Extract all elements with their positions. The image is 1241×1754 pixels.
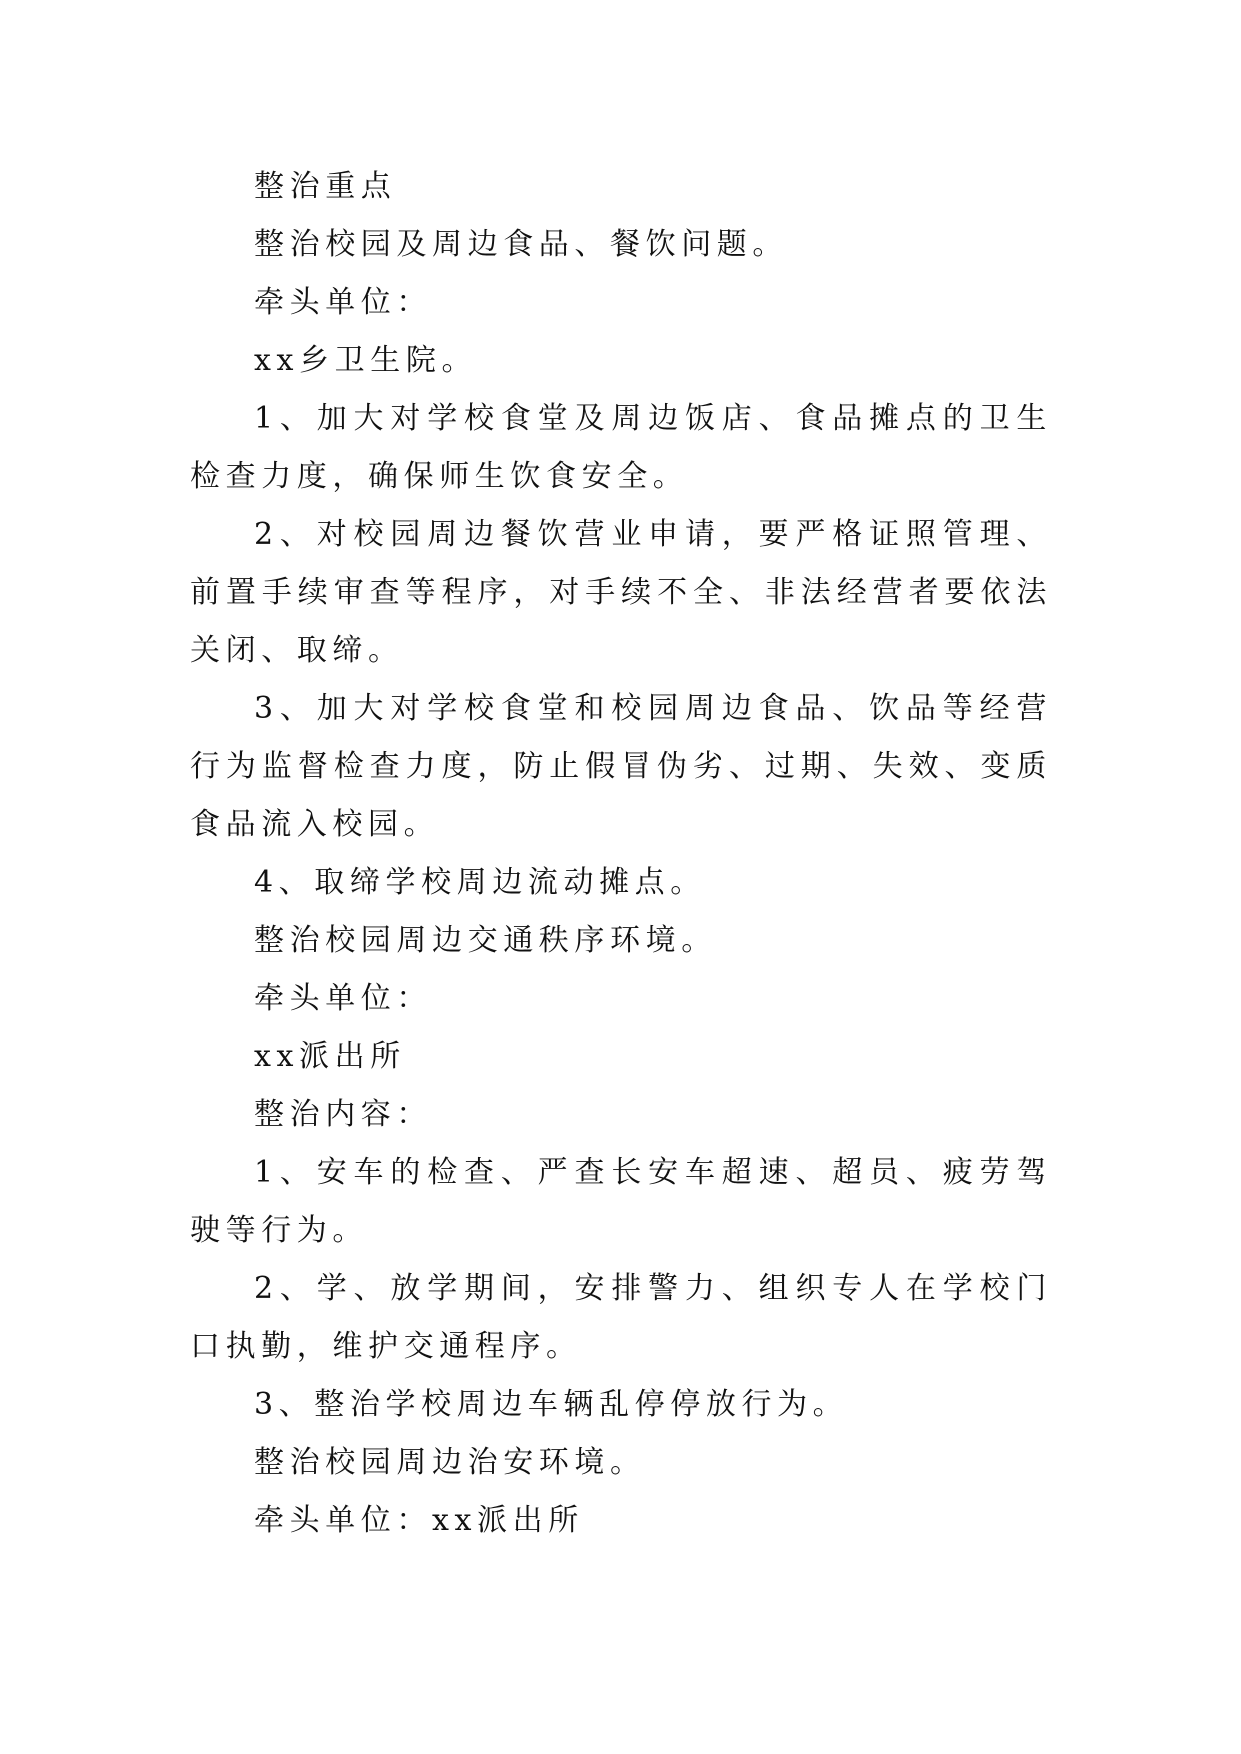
paragraph: 牵头单位： xyxy=(254,285,432,320)
list-item: 3、整治学校周边车辆乱停停放行为。 xyxy=(254,1387,849,1422)
paragraph: 整治校园及周边食品、餐饮问题。 xyxy=(254,227,788,262)
section-heading: 整治重点 xyxy=(254,169,397,204)
list-item: 2、学、放学期间，安排警力、组织专人在学校门口执勤，维护交通程序。 xyxy=(190,1271,1052,1364)
paragraph: 整治校园周边治安环境。 xyxy=(254,1445,646,1480)
paragraph: 牵头单位： xyxy=(254,981,432,1016)
list-item: 3、加大对学校食堂和校园周边食品、饮品等经营行为监督检查力度，防止假冒伪劣、过期、失效、变质食品流入校园。 xyxy=(190,691,1052,842)
paragraph: xx乡卫生院。 xyxy=(254,343,478,378)
paragraph: 整治内容： xyxy=(254,1097,432,1132)
document-body xyxy=(190,158,1052,1550)
paragraph: xx派出所 xyxy=(254,1039,406,1074)
paragraph: 整治校园周边交通秩序环境。 xyxy=(254,923,717,958)
list-item: 2、对校园周边餐饮营业申请，要严格证照管理、前置手续审查等程序，对手续不全、非法经营者要依法关闭、取缔。 xyxy=(190,517,1052,668)
list-item: 4、取缔学校周边流动摊点。 xyxy=(254,865,706,900)
list-item: 1、加大对学校食堂及周边饭店、食品摊点的卫生检查力度，确保师生饮食安全。 xyxy=(190,401,1052,494)
list-item: 1、安车的检查、严查长安车超速、超员、疲劳驾驶等行为。 xyxy=(190,1155,1052,1248)
paragraph: 牵头单位：xx派出所 xyxy=(254,1503,584,1538)
